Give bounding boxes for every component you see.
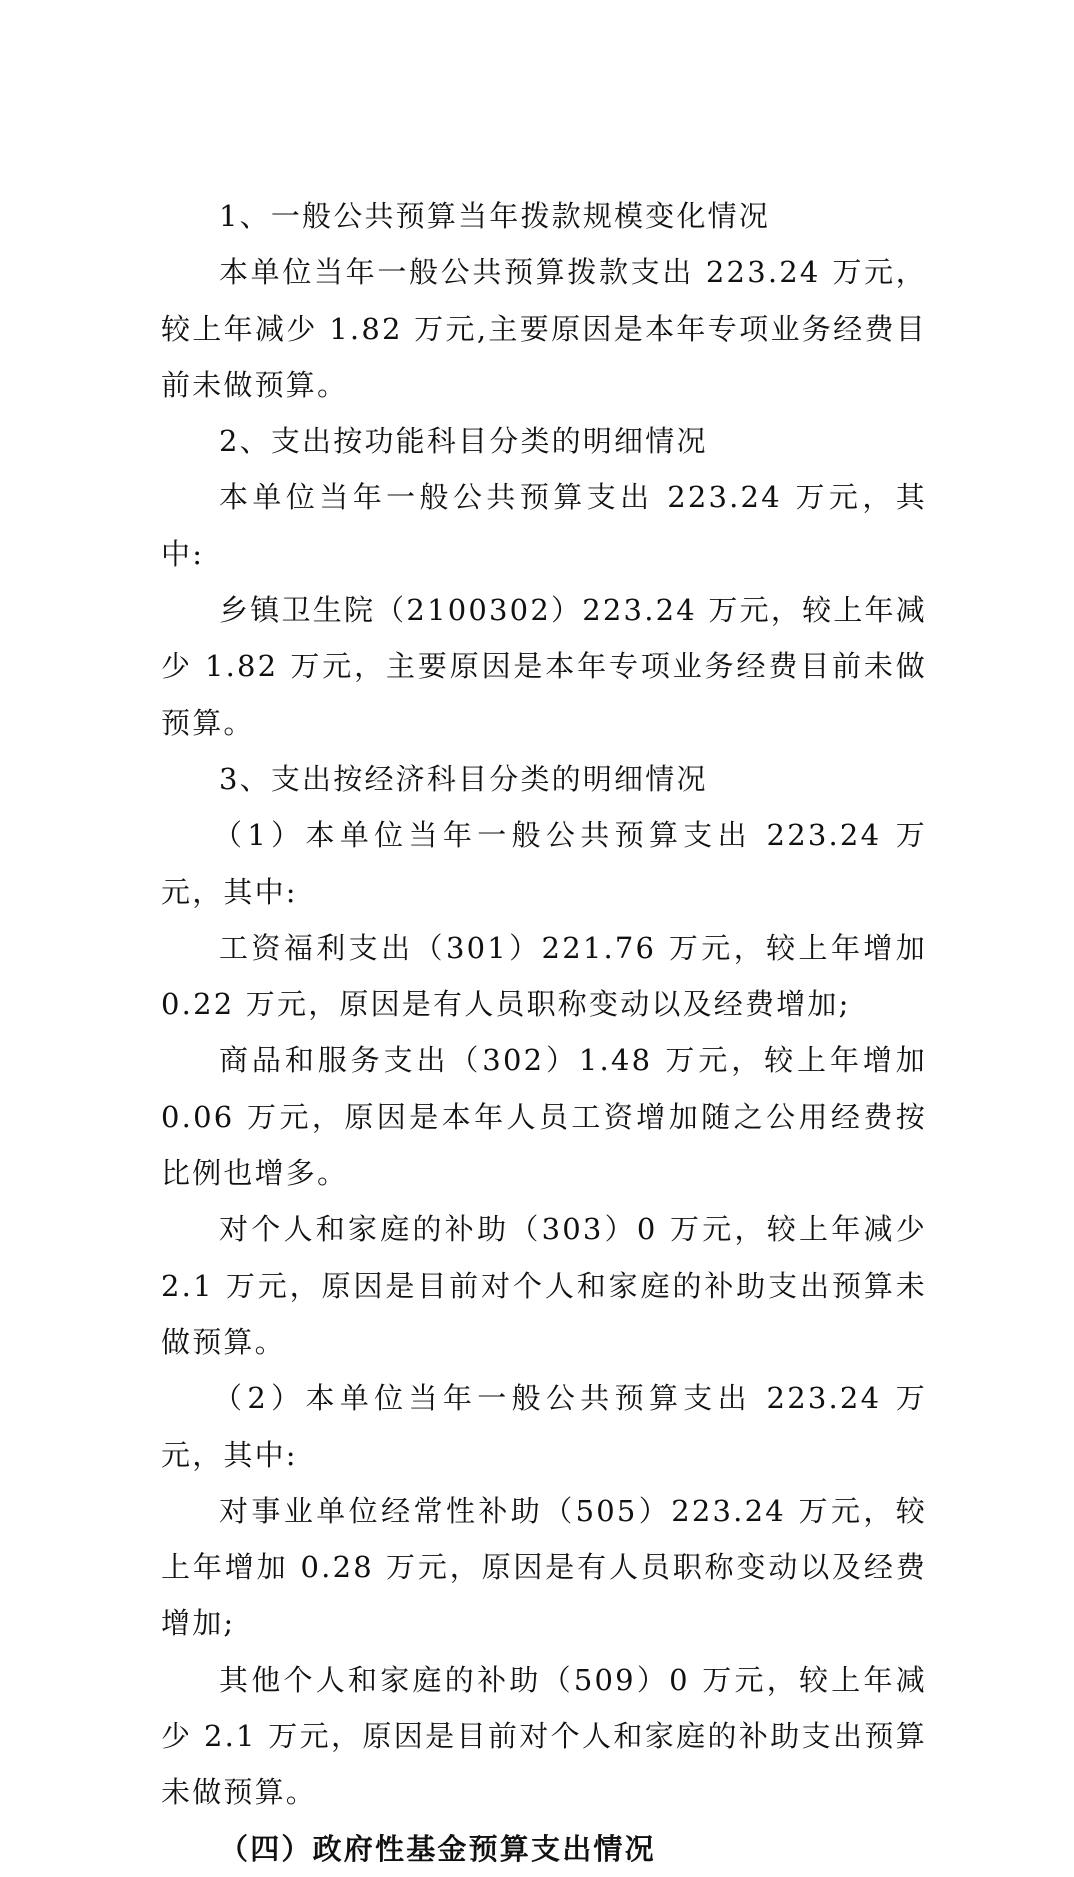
paragraph-4: 本单位当年一般公共预算支出 223.24 万元，其中:	[161, 480, 927, 571]
paragraph-11: （2）本单位当年一般公共预算支出 223.24 万元，其中:	[161, 1381, 927, 1472]
document-body	[161, 188, 927, 1877]
paragraph-6: 3、支出按经济科目分类的明细情况	[219, 761, 708, 796]
paragraph-13: 其他个人和家庭的补助（509）0 万元，较上年减少 2.1 万元，原因是目前对个人和家庭的补助支出预算未做预算。	[161, 1662, 927, 1810]
paragraph-2: 本单位当年一般公共预算拨款支出 223.24 万元，较上年减少 1.82 万元,主要原因是本年专项业务经费目前未做预算。	[161, 255, 927, 402]
paragraph-12: 对事业单位经常性补助（505）223.24 万元，较上年增加 0.28 万元，原因是有人员职称变动以及经费增加;	[161, 1493, 927, 1641]
paragraph-10: 对个人和家庭的补助（303）0 万元，较上年减少 2.1 万元，原因是目前对个人和家庭的补助支出预算未做预算。	[161, 1212, 927, 1359]
paragraph-1: 1、一般公共预算当年拨款规模变化情况	[219, 199, 771, 233]
section-heading: （四）政府性基金预算支出情况	[219, 1831, 656, 1866]
paragraph-5: 乡镇卫生院（2100302）223.24 万元，较上年减少 1.82 万元，主要原因是本年专项业务经费目前未做预算。	[161, 593, 927, 740]
paragraph-3: 2、支出按功能科目分类的明细情况	[219, 424, 708, 459]
paragraph-9: 商品和服务支出（302）1.48 万元，较上年增加 0.06 万元，原因是本年人员工资增加随之公用经费按比例也增多。	[161, 1043, 927, 1191]
paragraph-8: 工资福利支出（301）221.76 万元，较上年增加 0.22 万元，原因是有人员职称变动以及经费增加;	[161, 930, 927, 1022]
paragraph-7: （1）本单位当年一般公共预算支出 223.24 万元，其中:	[161, 818, 927, 909]
